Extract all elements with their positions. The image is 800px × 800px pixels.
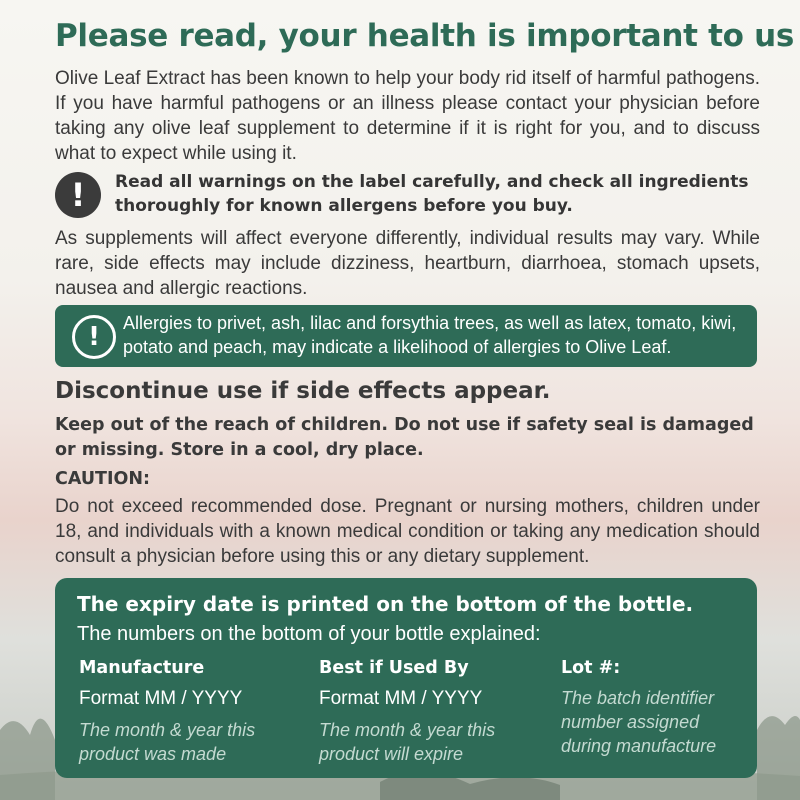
best-by-column — [319, 658, 539, 766]
exclamation-icon: ! — [55, 172, 101, 218]
page-title: Please read, your health is important to us — [55, 18, 795, 54]
manufacture-description: The month & year this product was made — [79, 720, 256, 764]
best-by-heading: Best if Used By — [319, 658, 469, 678]
lot-description: The batch identifier number assigned during manufacture — [561, 688, 717, 756]
intro-paragraph: Olive Leaf Extract has been known to help your body rid itself of harmful pathogens. If you have harmful pathogens or an illness please contact your physician before taking any olive leaf supplement to determine if it is right for you, and to discuss what to expect while using it. — [55, 68, 760, 164]
lot-column — [561, 658, 781, 758]
manufacture-format: Format MM / YYYY — [79, 688, 243, 709]
best-by-format: Format MM / YYYY — [319, 688, 483, 709]
caution-heading: CAUTION: — [55, 469, 151, 489]
label-warning-text: Read all warnings on the label carefully, and check all ingredients thoroughly for known allergens before you buy. — [115, 172, 749, 216]
expiry-info-panel — [55, 578, 757, 778]
expiry-title: The expiry date is printed on the bottom of the bottle. — [77, 592, 694, 616]
lot-heading: Lot #: — [561, 658, 621, 678]
manufacture-column — [79, 658, 299, 766]
exclamation-circle-icon: ! — [72, 315, 116, 359]
best-by-description: The month & year this product will expire — [319, 720, 496, 764]
allergy-notice-text: Allergies to privet, ash, lilac and forsythia trees, as well as latex, tomato, kiwi, potato and peach, may indicate a likelihood of allergies to Olive Leaf. — [123, 313, 737, 357]
label-warning — [55, 170, 760, 220]
allergy-notice — [55, 305, 757, 367]
caution-paragraph: Do not exceed recommended dose. Pregnant or nursing mothers, children under 18, and individuals with a known medical condition or taking any medication should consult a physician before using this or any dietary supplement. — [55, 496, 760, 567]
discontinue-heading: Discontinue use if side effects appear. — [55, 378, 551, 404]
manufacture-heading: Manufacture — [79, 658, 205, 678]
keep-out-notice: Keep out of the reach of children. Do not use if safety seal is damaged or missing. Store in a cool, dry place. — [55, 415, 754, 460]
expiry-subtitle: The numbers on the bottom of your bottle explained: — [77, 623, 541, 645]
side-effects-paragraph: As supplements will affect everyone differently, individual results may vary. While rare, side effects may include dizziness, heartburn, diarrhoea, stomach upsets, nausea and allergic reactions. — [55, 228, 760, 299]
